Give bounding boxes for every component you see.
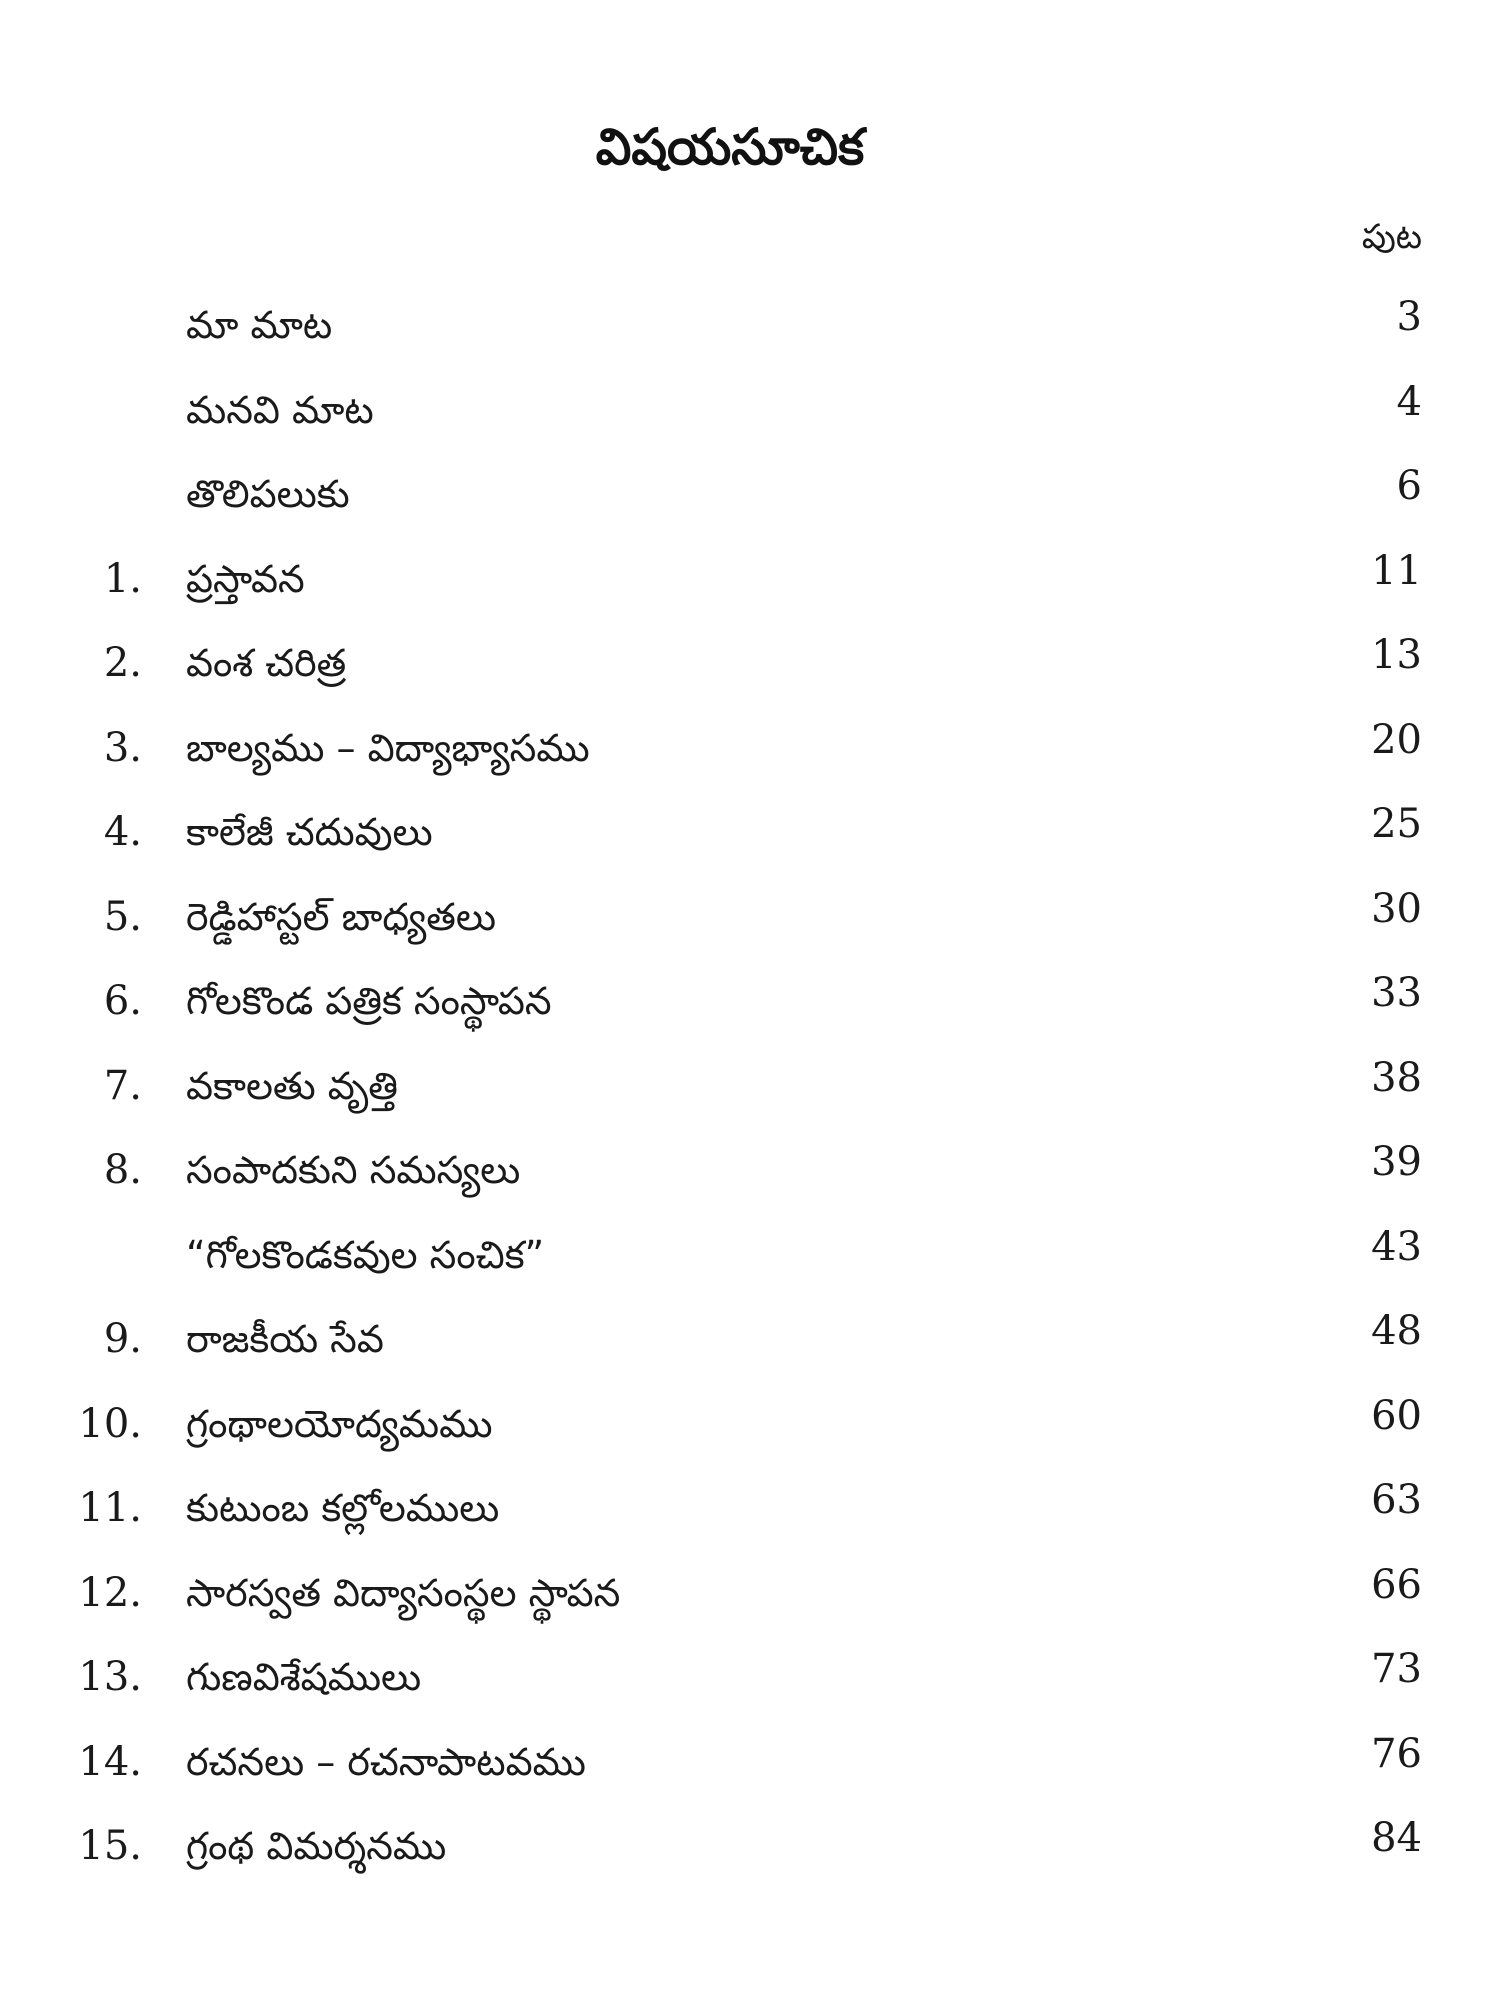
toc-entry-page: 66 [1371, 1561, 1422, 1608]
toc-entry-number: 1. [103, 555, 142, 602]
toc-entry-title: వకాలతు వృత్తి [186, 1063, 398, 1108]
toc-entry [0, 1563, 1500, 1648]
toc-entry-title: సంపాదకుని సమస్యలు [186, 1148, 521, 1192]
toc-entry [0, 380, 1500, 465]
toc-entry-page: 76 [1371, 1730, 1422, 1777]
toc-entry-number: 13. [78, 1654, 142, 1700]
toc-entry-page: 33 [1371, 970, 1422, 1016]
toc-entry-title: రచనలు – రచనాపాటవము [186, 1739, 586, 1784]
toc-entry [0, 1056, 1500, 1141]
toc-entry-page: 43 [1371, 1223, 1422, 1270]
toc-entry [0, 887, 1500, 972]
toc-entry [0, 1140, 1500, 1225]
toc-entry-number: 7. [103, 1062, 142, 1109]
toc-entry-page: 4 [1396, 378, 1422, 425]
toc-entry-title: “గోలకొండకవుల సంచిక” [186, 1232, 545, 1277]
toc-entry-page: 63 [1371, 1477, 1422, 1523]
toc-entry [0, 633, 1500, 718]
toc-entry-number: 8. [103, 1147, 142, 1193]
toc-entry-page: 48 [1371, 1308, 1422, 1354]
toc-entry [0, 1732, 1500, 1817]
toc-entry-number: 3. [103, 724, 142, 771]
toc-entry [0, 1394, 1500, 1479]
toc-entry-page: 3 [1396, 294, 1422, 340]
toc-entry-number: 5. [103, 893, 142, 940]
page-column-label: పుట [1361, 217, 1422, 257]
toc-entry-title: ప్రస్తావన [186, 556, 305, 601]
toc-entry-title: కుటుంబ కల్లోలములు [186, 1486, 500, 1530]
toc-entry-number: 14. [78, 1738, 142, 1785]
toc-entry [0, 971, 1500, 1056]
toc-entry [0, 464, 1500, 549]
toc-entry-title: సారస్వత విద్యాసంస్థల స్థాపన [186, 1570, 621, 1615]
toc-entry [0, 1478, 1500, 1563]
toc-entry-title: కాలేజీ చదువులు [186, 810, 433, 854]
toc-entry [0, 1816, 1500, 1901]
toc-entry [0, 295, 1500, 380]
toc-entry-title: రెడ్డిహాస్టల్ బాధ్యతలు [186, 894, 496, 939]
toc-entry-title: మా మాట [186, 303, 333, 347]
toc-entry-number: 2. [103, 640, 142, 686]
toc-entry-title: గ్రంథ విమర్శనము [186, 1824, 447, 1868]
toc-entry-title: వంశ చరిత్ర [186, 641, 347, 685]
toc-entry-number: 9. [103, 1316, 142, 1362]
toc-entry-page: 13 [1371, 632, 1422, 678]
toc-entry-number: 4. [103, 809, 142, 855]
toc-entry-title: మనవి మాట [186, 387, 374, 432]
toc-entry-page: 11 [1371, 547, 1422, 594]
toc-entry-page: 6 [1396, 463, 1422, 509]
toc-entry [0, 1309, 1500, 1394]
page-title: విషయసూచిక [595, 118, 865, 176]
toc-entry-page: 20 [1371, 716, 1422, 763]
toc-entry-title: గ్రంథాలయోద్యమము [186, 1401, 493, 1446]
toc-entry [0, 549, 1500, 634]
toc-entry-page: 84 [1371, 1815, 1422, 1861]
toc-entry-page: 60 [1371, 1392, 1422, 1439]
toc-entry-page: 73 [1371, 1646, 1422, 1692]
toc-entry-number: 10. [78, 1400, 142, 1447]
toc-entry-page: 39 [1371, 1139, 1422, 1185]
toc-entry-title: గుణవిశేషములు [186, 1655, 422, 1699]
toc-entry [0, 1225, 1500, 1310]
toc-entry-number: 15. [78, 1823, 142, 1869]
toc-entry-page: 38 [1371, 1054, 1422, 1101]
toc-entry-number: 6. [103, 978, 142, 1024]
toc-entry-page: 25 [1371, 801, 1422, 847]
toc-entry-page: 30 [1371, 885, 1422, 932]
table-of-contents [0, 295, 1500, 1901]
toc-entry-title: బాల్యము – విద్యాభ్యాసము [186, 725, 590, 770]
toc-entry-title: రాజకీయ సేవ [186, 1317, 384, 1361]
toc-entry-number: 12. [78, 1569, 142, 1616]
toc-entry [0, 718, 1500, 803]
toc-entry-title: గోలకొండ పత్రిక సంస్థాపన [186, 979, 552, 1023]
toc-entry [0, 802, 1500, 887]
toc-entry-number: 11. [78, 1485, 142, 1531]
toc-entry [0, 1647, 1500, 1732]
toc-entry-title: తొలిపలుకు [186, 472, 350, 516]
